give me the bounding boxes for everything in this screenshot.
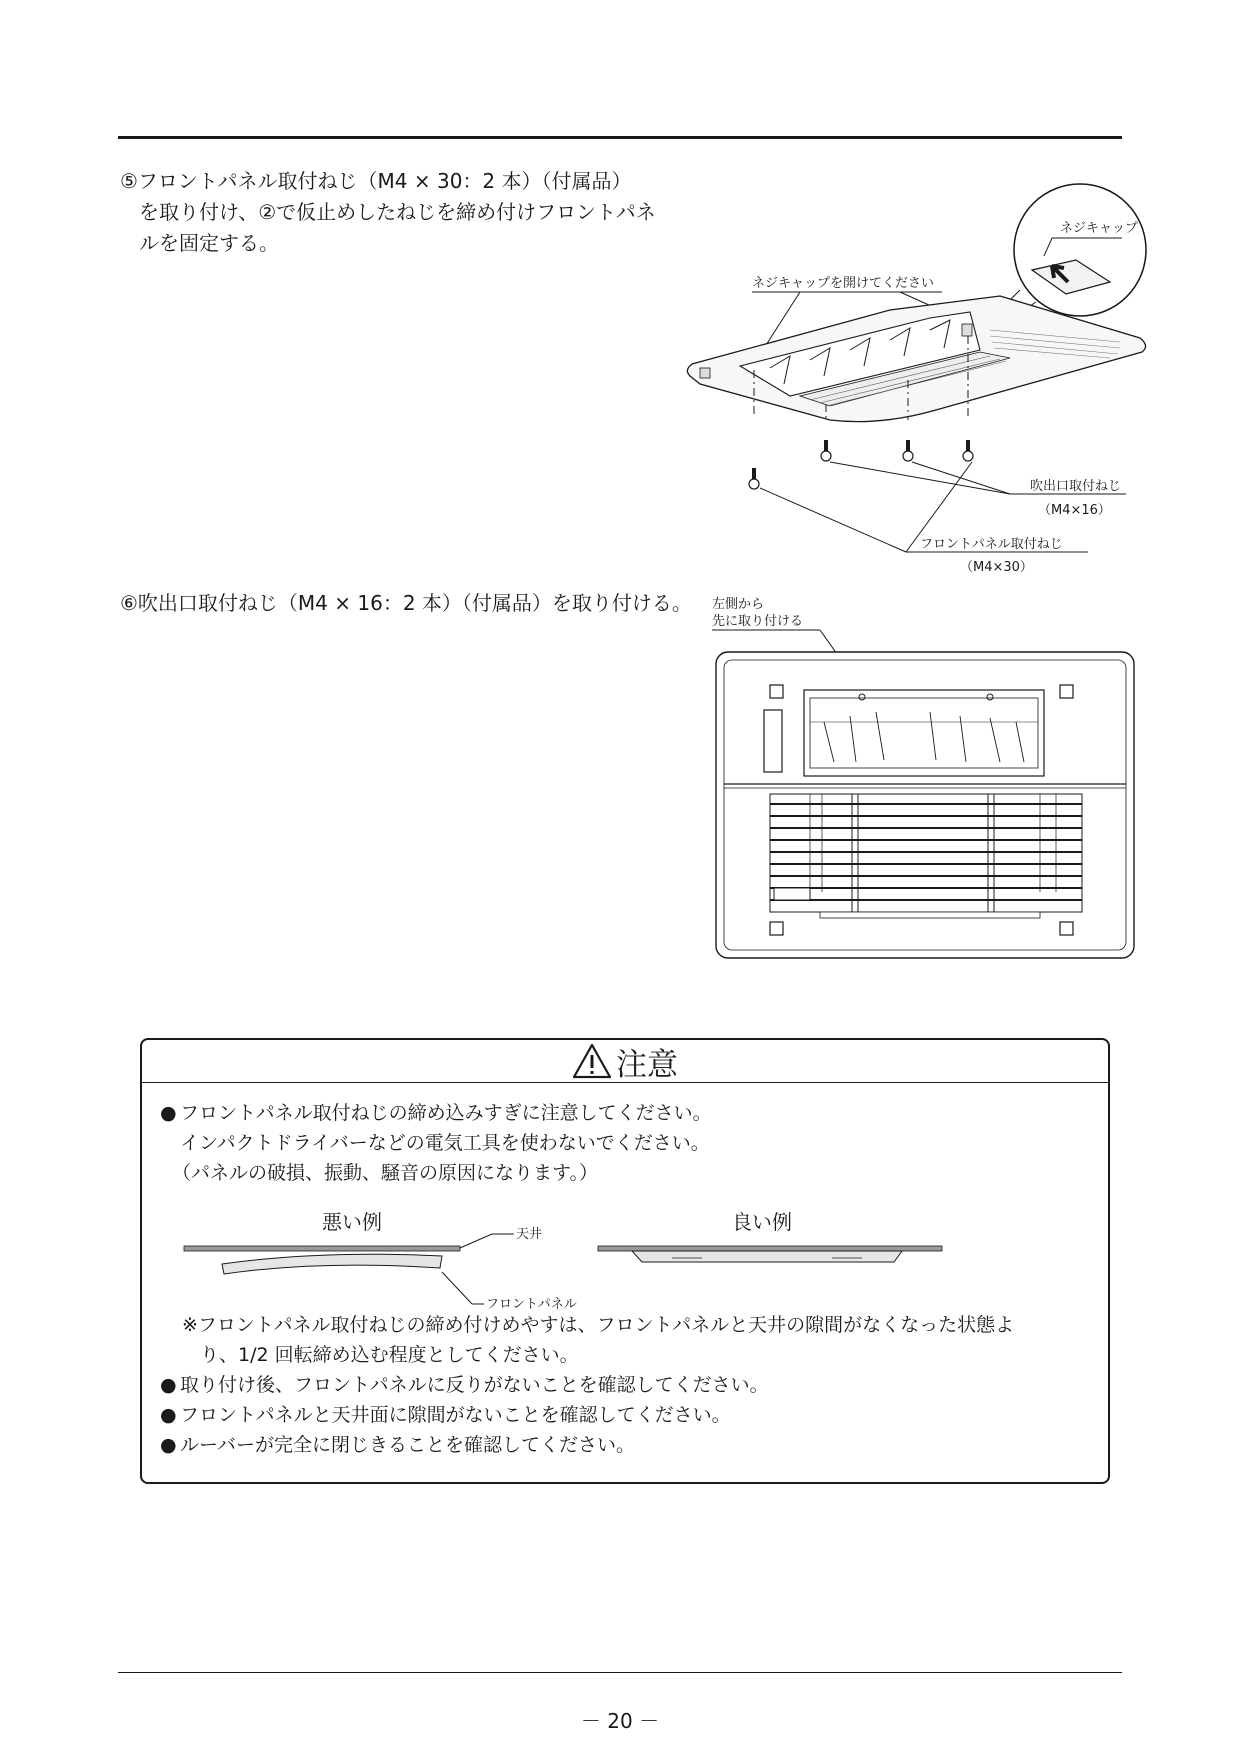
caution-bullet-3: ● フロントパネルと天井面に隙間がないことを確認してください。	[160, 1400, 731, 1430]
label-open-screw-cap: ネジキャップを開けてください	[752, 276, 935, 291]
page-number: － 20 －	[580, 1709, 660, 1733]
step-5-instruction	[120, 166, 690, 259]
warped-front-panel	[222, 1254, 442, 1274]
caution-bullet-1-line-1: ● フロントパネル取付ねじの締め込みすぎに注意してください。	[160, 1098, 712, 1128]
step-6-instruction: ⑥吹出口取付ねじ（M4 × 16：2 本）（付属品）を取り付ける。	[120, 591, 692, 615]
warning-triangle-icon	[572, 1043, 612, 1079]
panel-screw-icon	[749, 468, 759, 489]
bullet-icon: ●	[160, 1434, 177, 1456]
magnified-view-circle	[1014, 184, 1146, 316]
intake-grille-front	[770, 794, 1082, 918]
caution-note-line-2: り、1/2 回転締め込む程度としてください。	[200, 1344, 579, 1366]
good-example-label: 良い例	[732, 1210, 792, 1234]
caution-note-line-1: ※フロントパネル取付ねじの締め付けめやすは、フロントパネルと天井の隙間がなくなった状態よ	[182, 1314, 1015, 1336]
label-front-panel: フロントパネル	[486, 1297, 577, 1312]
label-panel-screw-size: （M4×30）	[960, 560, 1033, 575]
label-left-first-line2: 先に取り付ける	[712, 614, 804, 629]
caution-title: 注意	[616, 1046, 678, 1083]
label-panel-screw: フロントパネル取付ねじ	[920, 537, 1063, 552]
ceiling-good	[598, 1246, 942, 1251]
flat-front-panel	[632, 1251, 902, 1262]
header-rule	[118, 136, 1122, 139]
label-screw-cap: ネジキャップ	[1060, 221, 1139, 236]
outlet-screw-icon	[821, 440, 831, 461]
bullet-icon: ●	[160, 1102, 177, 1124]
label-ceiling: 天井	[516, 1227, 543, 1242]
bad-example-label: 悪い例	[322, 1210, 382, 1234]
footer-rule	[118, 1672, 1122, 1673]
caution-header	[142, 1040, 1108, 1083]
bullet-icon: ●	[160, 1374, 177, 1396]
label-left-first-line1: 左側から	[712, 597, 765, 612]
bullet-icon: ●	[160, 1404, 177, 1426]
outlet-screw-icon	[903, 440, 913, 461]
caution-bullet-1-line-3: （パネルの破損、振動、騒音の原因になります。）	[172, 1162, 598, 1184]
step-5-line-3: ルを固定する。	[139, 231, 279, 255]
figure-front-panel-screws	[680, 170, 1160, 580]
panel-screw-icon	[963, 440, 973, 461]
caution-bullet-1-line-2: インパクトドライバーなどの電気工具を使わないでください。	[180, 1132, 710, 1154]
caution-box	[140, 1038, 1110, 1484]
label-outlet-screw-size: （M4×16）	[1038, 503, 1111, 518]
step-5-line-1: ⑤フロントパネル取付ねじ（M4 × 30：2 本）（付属品）	[120, 169, 632, 193]
step-5-line-2: を取り付け、②で仮止めしたねじを締め付けフロントパネ	[139, 200, 656, 224]
caution-bullet-2: ● 取り付け後、フロントパネルに反りがないことを確認してください。	[160, 1370, 769, 1400]
label-outlet-screw: 吹出口取付ねじ	[1030, 479, 1122, 494]
ceiling-bad	[184, 1246, 460, 1251]
figure-front-view	[700, 592, 1150, 972]
caution-bullet-4: ● ルーバーが完全に閉じきることを確認してください。	[160, 1430, 635, 1460]
